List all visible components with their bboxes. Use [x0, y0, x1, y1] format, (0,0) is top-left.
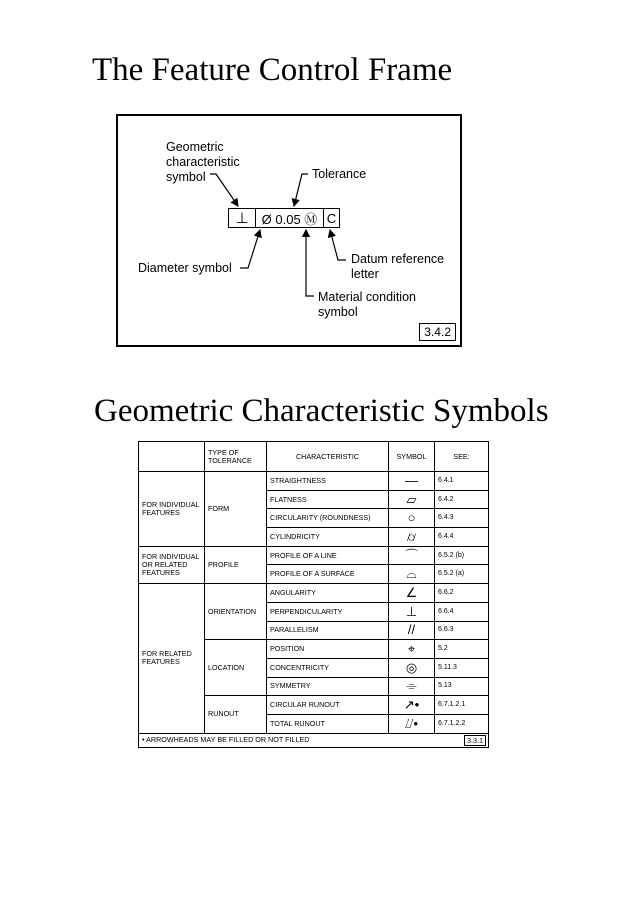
perpendicularity-symbol: ⊥	[235, 210, 249, 227]
group-individual-or-related: FOR INDIVIDUAL OR RELATED FEATURES	[139, 546, 205, 583]
table-header-row	[139, 442, 489, 472]
angularity-icon: ∠	[389, 584, 435, 603]
characteristic: STRAIGHTNESS	[267, 472, 389, 491]
cylindricity-icon: ⌭	[389, 528, 435, 547]
label-diameter-symbol: Diameter symbol	[138, 261, 232, 275]
table-row	[139, 546, 489, 565]
circular-runout-icon: ↗•	[389, 696, 435, 715]
characteristic: ANGULARITY	[267, 584, 389, 603]
characteristic: SYMMETRY	[267, 677, 389, 696]
see-ref: 6.6.2	[435, 584, 489, 603]
characteristic: CIRCULAR RUNOUT	[267, 696, 389, 715]
page-title: The Feature Control Frame	[92, 52, 453, 88]
type-form: FORM	[205, 472, 267, 547]
see-ref: 5.13	[435, 677, 489, 696]
see-ref: 6.7.1.2.1	[435, 696, 489, 715]
characteristic: PERPENDICULARITY	[267, 602, 389, 621]
see-ref: 6.4.2	[435, 490, 489, 509]
table-footnote-cell	[139, 733, 489, 747]
see-ref: 6.5.2 (a)	[435, 565, 489, 584]
parallelism-icon: //	[389, 621, 435, 640]
label-material-condition-symbol: Material condition symbol	[318, 290, 416, 319]
characteristic: FLATNESS	[267, 490, 389, 509]
header-see: SEE:	[435, 442, 489, 472]
symmetry-icon: ⌯	[389, 677, 435, 696]
label-datum-reference-letter: Datum reference letter	[351, 252, 445, 281]
group-individual: FOR INDIVIDUAL FEATURES	[139, 472, 205, 547]
type-orientation: ORIENTATION	[205, 584, 267, 640]
circularity-icon: ○	[389, 509, 435, 528]
characteristic: PARALLELISM	[267, 621, 389, 640]
section-title: Geometric Characteristic Symbols	[94, 393, 549, 429]
header-symbol: SYMBOL	[389, 442, 435, 472]
type-location: LOCATION	[205, 640, 267, 696]
see-ref: 5.2	[435, 640, 489, 659]
characteristic: PROFILE OF A LINE	[267, 546, 389, 565]
header-type-of-tolerance: TYPE OF TOLERANCE	[205, 442, 267, 472]
characteristic: CIRCULARITY (ROUNDNESS)	[267, 509, 389, 528]
see-ref: 6.5.2 (b)	[435, 546, 489, 565]
concentricity-icon: ◎	[389, 658, 435, 677]
see-ref: 6.4.1	[435, 472, 489, 491]
figure-reference: 3.4.2	[419, 323, 456, 341]
header-characteristic: CHARACTERISTIC	[267, 442, 389, 472]
characteristic: CONCENTRICITY	[267, 658, 389, 677]
characteristic: PROFILE OF A SURFACE	[267, 565, 389, 584]
table-reference: 3.3.1	[464, 735, 486, 746]
see-ref: 6.7.1.2.2	[435, 714, 489, 733]
characteristic: TOTAL RUNOUT	[267, 714, 389, 733]
straightness-icon: —	[389, 472, 435, 491]
see-ref: 6.6.4	[435, 602, 489, 621]
feature-control-frame	[228, 208, 340, 228]
see-ref: 5.11.3	[435, 658, 489, 677]
group-related: FOR RELATED FEATURES	[139, 584, 205, 734]
header-blank	[139, 442, 205, 472]
see-ref: 6.4.4	[435, 528, 489, 547]
characteristic: POSITION	[267, 640, 389, 659]
feature-control-frame-figure	[116, 114, 462, 347]
label-tolerance: Tolerance	[312, 167, 367, 181]
profile-surface-icon: ⌓	[389, 565, 435, 584]
flatness-icon: ▱	[389, 490, 435, 509]
type-runout: RUNOUT	[205, 696, 267, 733]
position-icon: ⌖	[389, 640, 435, 659]
type-profile: PROFILE	[205, 546, 267, 583]
geometric-symbols-table	[138, 441, 489, 748]
total-runout-icon: ⌰•	[389, 714, 435, 733]
table-row	[139, 472, 489, 491]
see-ref: 6.6.3	[435, 621, 489, 640]
table-footnote: • ARROWHEADS MAY BE FILLED OR NOT FILLED	[142, 735, 310, 745]
datum-letter: C	[323, 209, 339, 227]
label-geometric-characteristic-symbol: Geometric characteristic symbol	[166, 140, 240, 184]
table-row	[139, 584, 489, 603]
see-ref: 6.4.3	[435, 509, 489, 528]
profile-line-icon: ⌒	[389, 546, 435, 565]
table-footer-row	[139, 733, 489, 747]
characteristic: CYLINDRICITY	[267, 528, 389, 547]
perpendicularity-icon: ⊥	[389, 602, 435, 621]
tolerance-value: Ø 0.05 Ⓜ	[255, 209, 323, 227]
